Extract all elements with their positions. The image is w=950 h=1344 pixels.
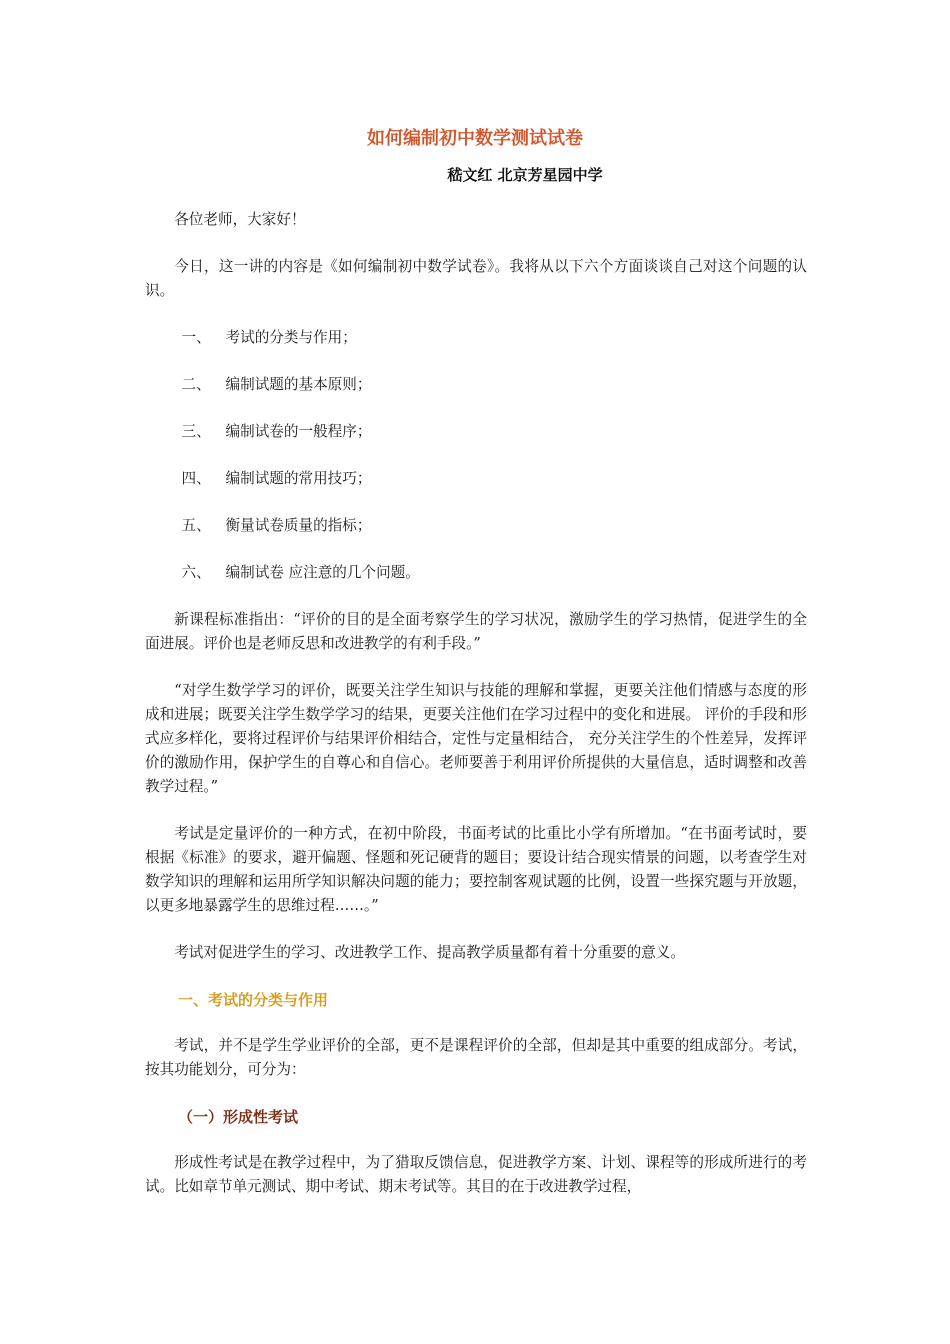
author-line: 嵇文红 北京芳星园中学: [447, 166, 603, 184]
outline-item: 四、 编制试题的常用技巧；: [181, 470, 372, 487]
paragraph: 考试，并不是学生学业评价的全部，更不是课程评价的全部，但却是其中重要的组成部分。考试，按其功能划分，可分为：: [145, 1037, 807, 1078]
subsection-heading: （一）形成性考试: [178, 1108, 299, 1126]
greeting: 各位老师，大家好！: [174, 211, 306, 228]
document-title: 如何编制初中数学测试试卷: [367, 128, 583, 149]
outline-item: 二、 编制试题的基本原则；: [181, 376, 372, 393]
section-heading: 一、考试的分类与作用: [178, 991, 329, 1009]
document-body: [145, 208, 807, 1222]
paragraph: 形成性考试是在教学过程中，为了猎取反馈信息，促进教学方案、计划、课程等的形成所进行的考试。比如章节单元测试、期中考试、期末考试等。其目的在于改进教学过程，: [145, 1154, 807, 1195]
outline-item: 五、 衡量试卷质量的指标；: [181, 517, 372, 534]
intro-paragraph: 今日，这一讲的内容是《如何编制初中数学试卷》。我将从以下六个方面谈谈自己对这个问题的认识。: [145, 258, 807, 299]
paragraph: 考试是定量评价的一种方式，在初中阶段，书面考试的比重比小学有所增加。“在书面考试时，要根据《标准》的要求，避开偏题、怪题和死记硬背的题目；要设计结合现实情景的问题，以考查学生对数学知识的理解和运用所学知识解决问题的能力；要控制客观试题的比例，设置一些探究题与开放题，以更多地暴露学生的思维过程……。”: [145, 825, 807, 914]
paragraph: 新课程标准指出：“评价的目的是全面考察学生的学习状况，激励学生的学习热情，促进学生的全面进展。评价也是老师反思和改进教学的有利手段。”: [145, 611, 807, 652]
outline-item: 六、 编制试卷 应注意的几个问题。: [181, 564, 420, 581]
paragraph: “对学生数学学习的评价，既要关注学生知识与技能的理解和掌握，更要关注他们情感与态度的形成和进展；既要关注学生数学学习的结果，更要关注他们在学习过程中的变化和进展。 评价的手段和形式应多样化，要将过程评价与结果评价相结合，定性与定量相结合， 充分关注学生的个性差异，发挥评价的激励作用，保护学生的自尊心和自信心。老师要善于利用评价所提供的大量信息，适时调整和改善教学过程。”: [145, 682, 807, 795]
paragraph: 考试对促进学生的学习、改进教学工作、提高教学质量都有着十分重要的意义。: [174, 944, 685, 961]
outline-item: 三、 编制试卷的一般程序；: [181, 423, 372, 440]
outline-item: 一、 考试的分类与作用；: [181, 329, 357, 346]
